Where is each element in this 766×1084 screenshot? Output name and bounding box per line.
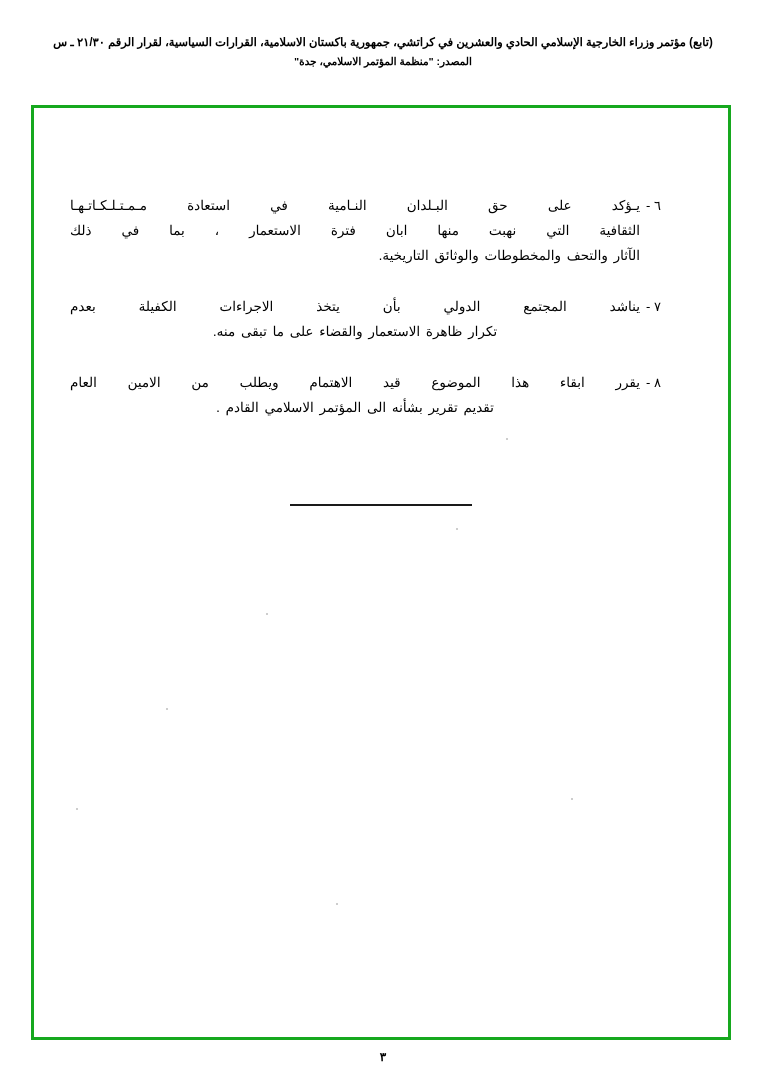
clause-list bbox=[70, 193, 692, 446]
scan-speck bbox=[571, 798, 573, 800]
scan-speck bbox=[456, 528, 458, 530]
clause-line: الآثار والتحف والمخطوطات والوثائق التاريخية. bbox=[378, 248, 640, 263]
clause-item bbox=[70, 294, 692, 344]
clause-line: الثقافية التي نهبت منها ابان فترة الاستعمار ، بما في ذلك bbox=[70, 223, 640, 238]
clause-text bbox=[70, 193, 640, 268]
clause-line: تكرار ظاهرة الاستعمار والقضاء على ما تبقى منه. bbox=[212, 324, 498, 339]
clause-line: تقديم تقرير بشأنه الى المؤتمر الاسلامي القادم . bbox=[216, 400, 494, 415]
clause-item bbox=[70, 193, 692, 268]
header-line-source: المصدر: "منظمة المؤتمر الاسلامي، جدة" bbox=[294, 56, 472, 68]
clause-item bbox=[70, 370, 692, 420]
clause-line: يقرر ابقاء هذا الموضوع قيد الاهتمام ويطلب من الامين العام bbox=[70, 375, 640, 390]
clause-text bbox=[70, 294, 640, 344]
clause-text bbox=[70, 370, 640, 420]
scan-speck bbox=[266, 613, 268, 615]
scan-speck bbox=[336, 903, 338, 905]
green-border-frame bbox=[31, 105, 731, 1040]
clause-number: ٨ - bbox=[646, 375, 661, 390]
header-line-primary: (تابع) مؤتمر وزراء الخارجية الإسلامي الحادي والعشرين في كراتشي، جمهورية باكستان الاسلامية، القرارات السياسية، لقرار الرقم ٢١/٣٠ ـ س bbox=[53, 37, 713, 49]
section-separator bbox=[34, 493, 728, 511]
clause-number: ٦ - bbox=[646, 198, 661, 213]
clause-line: يـؤكد على حق البـلدان النـامية في استعادة مـمـتـلـكـاتـهـا bbox=[70, 198, 640, 213]
scan-speck bbox=[76, 808, 78, 810]
scan-speck bbox=[166, 708, 168, 710]
horizontal-rule-icon bbox=[290, 504, 472, 506]
page-number: ٣ bbox=[379, 1050, 387, 1064]
page-header bbox=[28, 34, 738, 72]
clause-line: يناشد المجتمع الدولي بأن يتخذ الاجراءات الكفيلة بعدم bbox=[70, 299, 640, 314]
clause-number: ٧ - bbox=[646, 299, 661, 314]
scan-speck bbox=[506, 438, 508, 440]
